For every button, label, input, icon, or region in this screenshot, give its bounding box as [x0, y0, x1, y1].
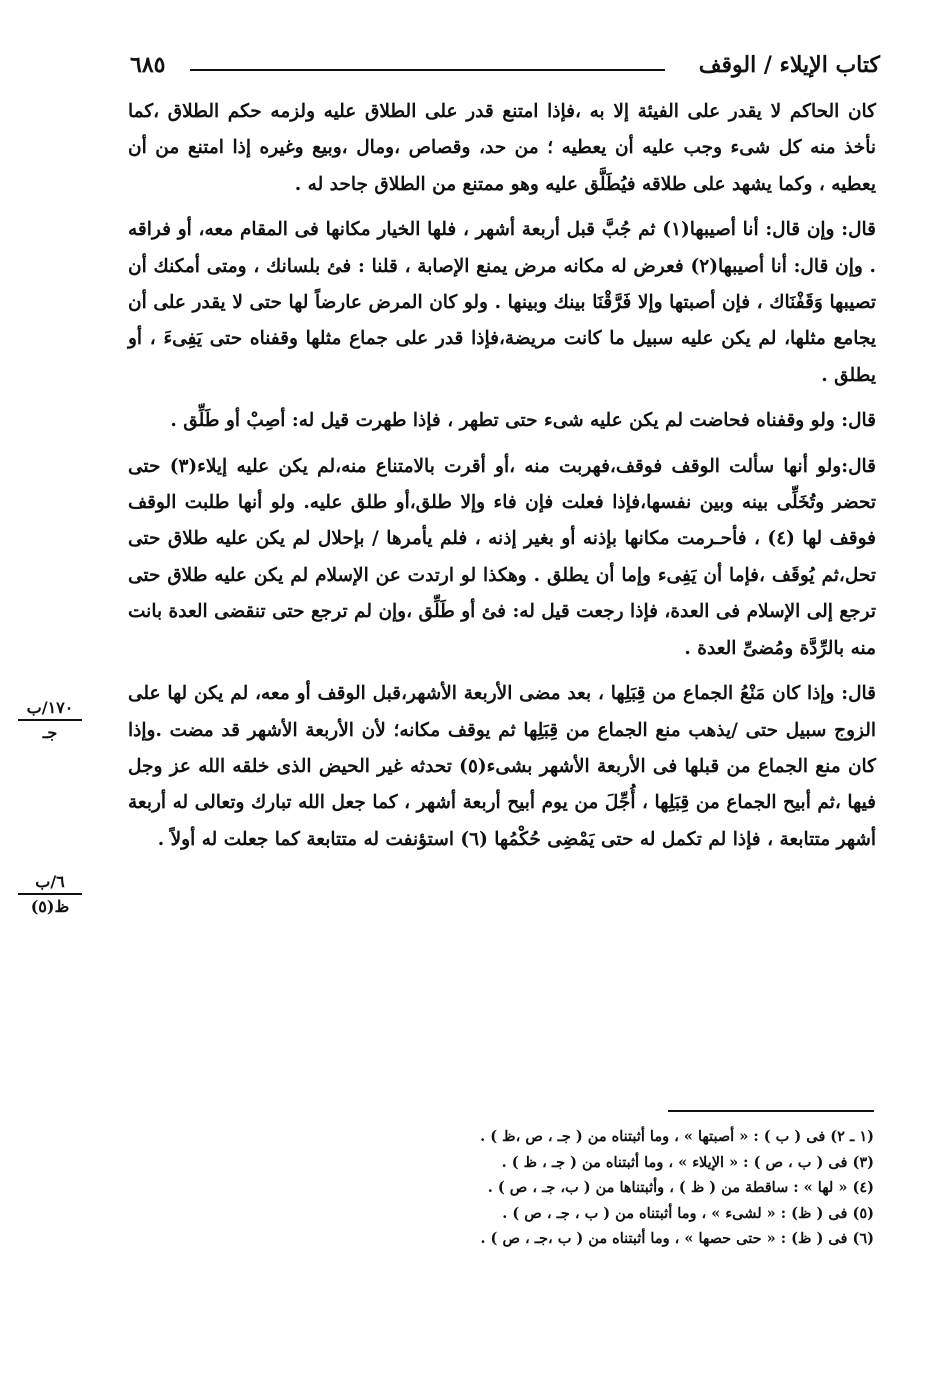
paragraph-lead: قال: — [841, 219, 876, 241]
margin-note-manuscript: جـ — [42, 723, 58, 742]
running-title: كتاب الإيلاء / الوقف — [698, 52, 880, 78]
footnote-rule — [668, 1110, 874, 1112]
margin-note — [18, 698, 82, 742]
main-text — [128, 94, 876, 867]
paragraph-text: وإذا كان مَنْعُ الجماع من قِبَلِها ، بعد مضى الأربعة الأشهر،قبل الوقف أو معه، لم يكن لها على الزوج سبيل حتى /يذهب منع الجماع من قِبَلِها ثم يوقف مكانه؛ لأن الأربعة الأشهر قد مضت .وإذا كان منع الجماع من قبلها فى الأربعة الأشهر بشىء(٥) تحدثه غير الحيض الذى خلقه الله عز وجل فيها ،ثم أبيح الجماع من قِبَلِها ، أُجِّلَ من يوم أبيح أربعة أشهر ، كما جعل الله تبارك وتعالى له أربعة أشهر متتابعة ، فإذا لم تكمل له حتى يَمْضِى حُكْمُها (٦) استؤنفت له متتابعة كما جعلت له أولاً . — [128, 683, 876, 850]
footnote: (٥) فى ( ظ) : « لشىء » ، وما أثبتناه من ( ب ، جـ ، ص ) . — [502, 1204, 874, 1222]
paragraph-text: ولو أنها سألت الوقف فوقف،فهربت منه ،أو أقرت بالامتناع منه،لم يكن عليه إيلاء(٣) حتى تحضر وتُخَلِّى بينه وبين نفسها،فإذا فعلت فإن فاء وإلا طلق،أو طلق عليه. ولو أنها طلبت الوقف فوقف لها (٤) ، فأحـرمت مكانها بإذنه أو بغير إذنه ، فلم يأمرها / بإحلال لم يكن عليه طلاق حتى تحل،ثم يُوقَف ،فإما أن يَفِىء وإما أن يطلق . وهكذا لو ارتدت عن الإسلام لم يكن عليه طلاق حتى ترجع إلى الإسلام فى العدة، فإذا رجعت قيل له: فئ أو طَلِّق ،وإن لم ترجع حتى تنقضى العدة بانت منه بالرِّدَّة ومُضىِّ العدة . — [128, 455, 876, 659]
footnote: (٣) فى ( ب ، ص ) : « الإيلاء » ، وما أثبتناه من ( جـ ، ظ ) . — [501, 1153, 874, 1171]
paragraph — [128, 676, 876, 858]
paragraph-lead: قال: — [841, 683, 876, 705]
paragraph-lead: قال: — [841, 410, 876, 432]
footnote: (١ ـ ٢) فى ( ب ) : « أصبتها » ، وما أثبتناه من ( جـ ، ص ،ظ ) . — [480, 1128, 874, 1145]
paragraph-text: ولو وقفناه فحاضت لم يكن عليه شىء حتى تطهر ، فإذا طهرت قيل له: أصِبْ أو طَلِّق . — [170, 410, 842, 432]
paragraph-lead: قال: — [841, 455, 877, 477]
margin-note-manuscript: ظ(٥) — [30, 897, 70, 916]
page-header — [120, 52, 880, 92]
paragraph-text: كان الحاكم لا يقدر على الفيئة إلا به ،فإذا امتنع قدر على الطلاق عليه ولزمه حكم الطلاق ،كما نأخذ منه كل شىء وجب عليه أن يعطيه ؛ من حد، وقصاص ،ومال ،وبيع وغيره إذا امتنع من أن يعطيه ، وكما يشهد على طلاقه فيُطَلَّق عليه وهو ممتنع من الطلاق جاحد له . — [128, 101, 876, 195]
page-number: ٦٨٥ — [130, 52, 166, 78]
header-rule — [190, 69, 665, 71]
paragraph — [128, 449, 876, 667]
margin-note-folio: ٦/ب — [18, 872, 82, 895]
footnote: (٤) « لها » : ساقطة من ( ظ ) ، وأثبتناها من ( ب، جـ ، ص ) . — [487, 1179, 874, 1197]
margin-note — [18, 872, 82, 916]
footnotes — [300, 1124, 874, 1252]
footnote: (٦) فى ( ظ) : « حتى حصها » ، وما أثبتناه من ( ب ،جـ ، ص ) . — [480, 1230, 874, 1248]
margin-note-folio: ١٧٠/ب — [18, 698, 82, 721]
paragraph — [128, 403, 876, 439]
paragraph-text: وإن قال: أنا أصيبها(١) ثم جُبَّ قبل أربعة أشهر ، فلها الخيار مكانها فى المقام معه، أو فراقه . وإن قال: أنا أصيبها(٢) فعرض له مكانه مرض يمنع الإصابة ، قلنا : فئ بلسانك ، ومتى أمكنك أن تصيبها وَقَفْنَاك ، فإن أصبتها وإلا فَرَّقْنَا بينك وبينها . ولو كان المرض عارضاً لها حتى لا يقدر على أن يجامع مثلها، لم يكن عليه سبيل ما كانت مريضة،فإذا قدر على جماع مثلها وقفناه حتى يَفِىءَ ، أو يطلق . — [128, 219, 876, 386]
paragraph — [128, 212, 876, 394]
paragraph — [128, 94, 876, 203]
